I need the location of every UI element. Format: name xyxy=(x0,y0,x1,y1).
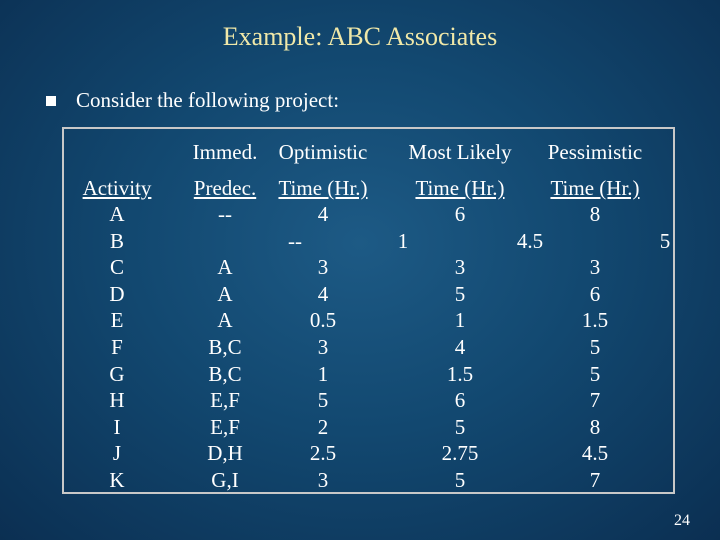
activity-cell: I xyxy=(113,414,121,439)
table-cell: -- xyxy=(218,202,232,226)
table-cell: 7 xyxy=(589,468,601,492)
activity-cell: F xyxy=(111,335,123,359)
table-cell: 3 xyxy=(589,255,601,280)
table-cell: 3 xyxy=(317,255,329,280)
table-cell: 1 xyxy=(454,308,466,333)
header-line2: Activity xyxy=(82,176,152,200)
table-cell: 5 xyxy=(454,468,466,492)
table-cell: D,H xyxy=(207,441,243,466)
activity-cell: H xyxy=(109,388,125,413)
table-cell: 5 xyxy=(589,361,601,386)
table-cell: A xyxy=(217,308,233,333)
table-cell: A xyxy=(217,255,233,280)
table-cell: 4.5 xyxy=(581,441,609,466)
table-cell: -- xyxy=(288,228,302,253)
table-cell: 4 xyxy=(317,202,329,226)
table-cell: G,I xyxy=(211,468,239,492)
table-cell: B,C xyxy=(208,361,242,386)
header-line2: Predec. xyxy=(193,176,257,200)
table-cell: 6 xyxy=(454,388,466,413)
activity-cell: J xyxy=(112,441,122,466)
table-cell: 5 xyxy=(589,335,601,359)
header-line2: Time (Hr.) xyxy=(415,176,505,200)
page-number: 24 xyxy=(674,512,690,529)
table-cell: 3 xyxy=(317,335,329,359)
header-line2: Time (Hr.) xyxy=(278,176,368,200)
table-cell: 7 xyxy=(589,388,601,413)
table-cell: 1.5 xyxy=(446,361,474,386)
table-cell: 6 xyxy=(454,202,466,226)
header-line1: Most Likely xyxy=(408,140,512,164)
table-cell: 0.5 xyxy=(309,308,337,333)
table-cell: 3 xyxy=(454,255,466,280)
table-cell: 4 xyxy=(317,281,329,306)
table-cell: E,F xyxy=(210,414,240,439)
header-line1: Pessimistic xyxy=(547,140,643,164)
table-cell: 5 xyxy=(659,228,671,253)
bullet-square-icon xyxy=(46,96,56,106)
table-cell: 6 xyxy=(589,281,601,306)
table-cell: A xyxy=(217,281,233,306)
table-cell: 3 xyxy=(317,468,329,492)
table-cell: 4.5 xyxy=(516,228,544,253)
table-cell: 4 xyxy=(454,335,466,359)
table-cell: 5 xyxy=(454,414,466,439)
activity-cell: E xyxy=(110,308,124,333)
table-cell: E,F xyxy=(210,388,240,413)
table-cell: 2.75 xyxy=(441,441,479,466)
header-line2: Time (Hr.) xyxy=(550,176,640,200)
table-cell: B,C xyxy=(208,335,242,359)
table-cell: 1 xyxy=(317,361,329,386)
table-cell: 1.5 xyxy=(581,308,609,333)
lead-text: Consider the following project: xyxy=(76,88,340,112)
activity-cell: A xyxy=(109,202,125,226)
table-cell: 2 xyxy=(317,414,329,439)
activity-cell: C xyxy=(109,255,125,280)
table-cell: 1 xyxy=(397,228,409,253)
header-line1: Immed. xyxy=(192,140,258,164)
header-line1: Optimistic xyxy=(278,140,368,164)
activity-cell: G xyxy=(109,361,125,386)
activity-cell: D xyxy=(109,281,125,306)
activity-cell: K xyxy=(109,468,125,492)
table-cell: 8 xyxy=(589,202,601,226)
slide-title: Example: ABC Associates xyxy=(222,22,498,51)
table-cell: 5 xyxy=(454,281,466,306)
table-cell: 2.5 xyxy=(309,441,337,466)
table-cell: 5 xyxy=(317,388,329,413)
activity-cell: B xyxy=(109,228,125,253)
table-cell: 8 xyxy=(589,414,601,439)
